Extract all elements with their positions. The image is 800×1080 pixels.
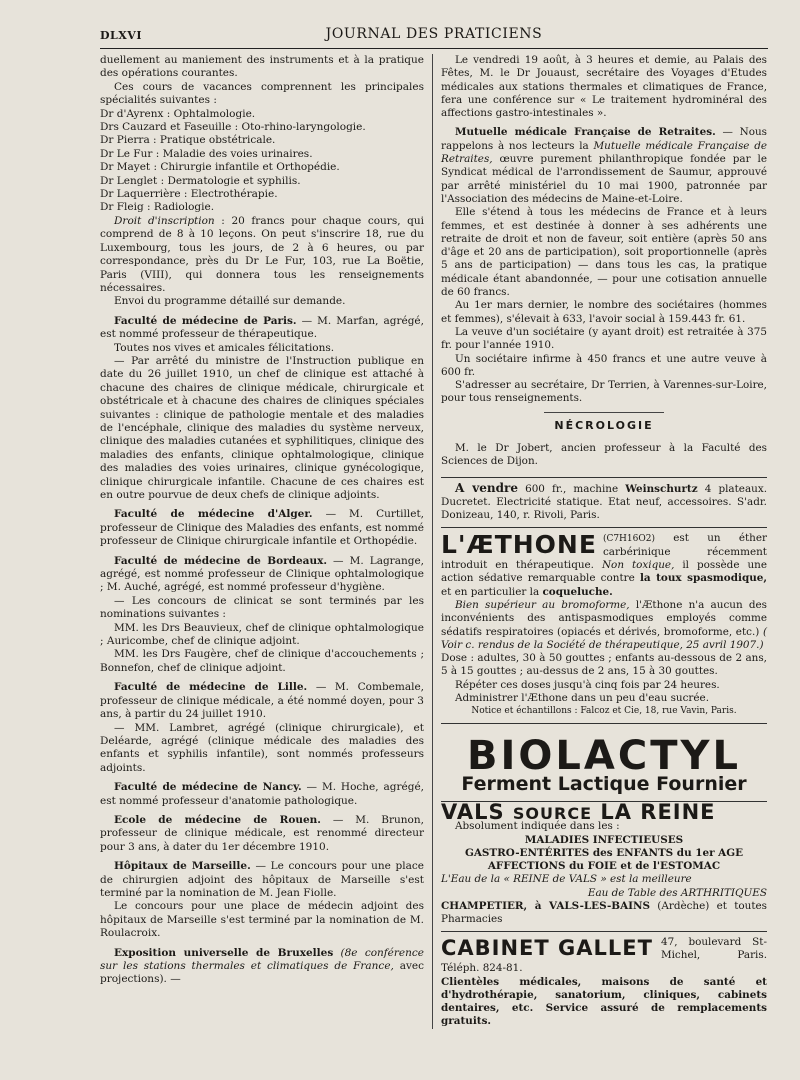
- vals-eau: L'Eau de la « REINE de VALS » est la meilleure: [441, 873, 692, 886]
- vals-champetier-2: (Ardèche) et toutes Pharmacies: [441, 900, 767, 926]
- column-divider: [432, 54, 433, 1029]
- biolactyl-ad: [441, 723, 767, 801]
- paris-text: — M. Marfan, agrégé, est nommé professeur de thérapeutique.: [100, 314, 424, 341]
- aethone-dose-3: Administrer l'Æthone dans un peu d'eau sucrée.: [455, 692, 710, 705]
- mutuelle-text-2: œuvre purement philanthropique fondée par le Syndicat médical de l'arrondissement de Saumur, approuvé par arrêté ministériel du 10 mai 1900, patronnée par l'Association des médecins de Maine-et-Loire.: [441, 153, 767, 205]
- page-header: [100, 26, 768, 49]
- vals-table: Eau de Table des ARTHRITIQUES: [587, 886, 767, 899]
- marseille-paragraph: [100, 860, 424, 900]
- biolactyl-logo: BIOLACTYL: [467, 732, 741, 779]
- course-item: Dr Fleig : Radiologie.: [100, 201, 215, 214]
- nancy-text: — M. Hoche, agrégé, est nommé professeur d'anatomie pathologique.: [100, 781, 424, 807]
- vendre-text: 600 fr., machine: [517, 482, 626, 495]
- expo-italic: (8e conférence sur les stations thermales et climatiques de France,: [100, 946, 424, 972]
- vendre-text-block: [441, 482, 767, 523]
- course-item: Dr Lenglet : Dermatologie et syphilis.: [100, 174, 301, 187]
- aethone-toux: la toux spasmodique,: [639, 572, 767, 585]
- lille-heading: Faculté de médecine de Lille.: [114, 681, 308, 694]
- marseille-heading: Hôpitaux de Marseille.: [114, 860, 251, 873]
- course-item: Dr Laquerrière : Electrothérapie.: [100, 188, 278, 201]
- paris-heading: Faculté de médecine de Paris.: [114, 314, 297, 327]
- vals-word-3: LA REINE: [600, 799, 716, 824]
- alger-paragraph: [100, 508, 424, 548]
- vendre-heading: A vendre: [455, 480, 518, 495]
- course-item: Dr d'Ayrenx : Ophtalmologie.: [100, 107, 256, 120]
- expo-paragraph: [100, 947, 424, 987]
- marseille-text: — Le concours pour une place de chirurgien adjoint des hôpitaux de Marseille s'est terminé par la nomination de M. Jean Fiolle.: [100, 860, 424, 899]
- vendre-brand: Weinschurtz: [625, 482, 698, 495]
- vendre-ad: [441, 477, 767, 527]
- aethone-ref: ( Voir c. rendus de la Société de thérapeutique, 25 avril 1907.): [441, 625, 767, 651]
- aethone-dose-2: Répéter ces doses jusqu'à cinq fois par 24 heures.: [455, 678, 720, 691]
- aethone-bien: Bien supérieur au bromoforme,: [455, 598, 630, 611]
- etend-paragraph: Elle s'étend à tous les médecins de France et à leurs femmes, et est destinée à donner à ses adhérents une retraite de droit et non de faveur, soit entière (après 50 ans d'âge et 20 ans de participation), soit proportionnelle (après 5 ans de participation) — dans tous les cas, la pratique médicale étant abandonnée, — pour une cotisation annuelle de 60 francs.: [441, 206, 767, 299]
- inscription-text: : 20 francs pour chaque cours, qui comprend de 8 à 10 leçons. On peut s'inscrire 18, rue du Luxembourg, tous les jours, de 2 à 6 heures, ou par correspondance, près du Dr Le Fur, 103, rue La Boëtie, Paris (VIII), qui donnera tous les renseignements nécessaires.: [100, 214, 424, 294]
- journal-title: JOURNAL DES PRATICIENS: [325, 26, 543, 42]
- mutuelle-text-1: — Nous rappelons à nos lecteurs la: [441, 126, 767, 152]
- aethone-line-2: il possède une action sédative remarquable contre: [441, 559, 767, 585]
- aethone-top: [441, 529, 767, 599]
- vals-word-2: SOURCE: [512, 803, 593, 823]
- vals-ad: [441, 801, 767, 931]
- courses-intro: Ces cours de vacances comprennent les principales spécialités suivantes :: [100, 80, 424, 107]
- aethone-title: L'ÆTHONE: [441, 529, 597, 559]
- vendre-text-2: 4 plateaux. Ducretet. Electricité statique. Etat neuf, accessoires. S'adr. Donizeau, 140, r. Rivoli, Paris.: [441, 482, 768, 522]
- right-column: [441, 54, 767, 1033]
- paris-paragraph: [100, 315, 424, 342]
- inscription-label: Droit d'inscription: [114, 214, 215, 227]
- nominations-paragraph-1: MM. les Drs Beauvieux, chef de clinique ophtalmologique ; Auricombe, chef de clinique adjoint.: [100, 621, 424, 648]
- felicitations-paragraph: Toutes nos vives et amicales félicitations.: [114, 341, 335, 354]
- mutuelle-italic: Mutuelle médicale Française de Retraites,: [441, 139, 767, 166]
- aethone-nontoxic: Non toxique,: [601, 559, 675, 572]
- courses-list: [100, 108, 424, 215]
- mutuelle-heading: Mutuelle médicale Française de Retraites.: [455, 126, 716, 139]
- envoi-paragraph: Envoi du programme détaillé sur demande.: [114, 295, 346, 308]
- vals-champetier-line: [441, 900, 767, 927]
- vals-champetier: CHAMPETIER, à VALS-LES-BAINS: [441, 900, 651, 913]
- gallet-top: [441, 936, 767, 976]
- aethone-formula: (C7H16O2): [602, 533, 655, 544]
- nominations-paragraph-2: MM. les Drs Faugère, chef de clinique d'accouchements ; Bonnefon, chef de clinique adjoint.: [100, 648, 424, 674]
- bordeaux-paragraph: [100, 555, 424, 595]
- bordeaux-text: — M. Lagrange, agrégé, est nommé professeur de Clinique ophtalmologique ; M. Auché, agrégé, est nommé professeur d'hygiène.: [100, 554, 424, 594]
- vendredi-paragraph: Le vendredi 19 août, à 3 heures et demie, au Palais des Fêtes, M. le Dr Jouaust, secrétaire des Voyages d'Etudes médicales aux stations thermales et climatiques de France, fera une conférence sur « Le traitement hydrominéral des affections gastro-intestinales ».: [441, 54, 767, 120]
- gallet-text: Clientèles médicales, maisons de santé et d'hydrothérapie, sanatorium, cliniques, cabinets dentaires, etc. Service assuré de remplacements gratuits.: [441, 975, 767, 1028]
- vals-indique: Absolument indiquée dans les :: [455, 820, 620, 833]
- lille-text: — M. Combemale, professeur de clinique médicale, a été nommé doyen, pour 3 ans, à partir du 24 juillet 1910.: [100, 681, 425, 721]
- aethone-coqueluche: coqueluche.: [542, 585, 613, 598]
- arrete-paragraph: — Par arrêté du ministre de l'Instruction publique en date du 26 juillet 1910, un chef de clinique est attaché à chacune des chaires de clinique médicale, chirurgicale et obstétricale et à chacune des chaires de cliniques spéciales suivantes : clinique de pathologie mentale et des maladies de l'encéphale, clinique des maladies du système nerveux, clinique des maladies cutanées et syphilitiques, clinique des maladies des enfants, clinique ophtalmologique, clinique des maladies des voies urinaires, clinique gynécologique, clinique chirurgicale infantile. Chacune de ces chaires est en outre pourvue de deux chefs de clinique adjoints.: [100, 354, 424, 501]
- left-column: [100, 54, 424, 987]
- inscription-paragraph: [100, 215, 424, 295]
- concours-paragraph: — Les concours de clinicat se sont terminés par les nominations suivantes :: [100, 594, 424, 621]
- aethone-notice: Notice et échantillons : Falcoz et Cie, 18, rue Vavin, Paris.: [471, 706, 737, 717]
- adresser-paragraph: S'adresser au secrétaire, Dr Terrien, à Varennes-sur-Loire, pour tous renseignements.: [441, 379, 767, 405]
- aethone-paragraph: [441, 599, 767, 652]
- vals-title: [441, 799, 767, 824]
- lille-paragraph-2: — MM. Lambret, agrégé (clinique chirurgicale), et Deléarde, agrégé (clinique médicale des maladies des enfants et syphilis infantile), sont nommés professeurs adjoints.: [100, 721, 424, 774]
- course-item: Drs Cauzard et Faseuille : Oto-rhino-laryngologie.: [100, 121, 366, 134]
- mars-paragraph: Au 1er mars dernier, le nombre des sociétaires (hommes et femmes), s'élevait à 633, l'avoir social à 159.443 fr. 61.: [441, 299, 767, 325]
- veuve-paragraph: La veuve d'un sociétaire (y ayant droit) est retraitée à 375 fr. pour l'année 1910.: [441, 325, 767, 352]
- rouen-text: — M. Brunon, professeur de clinique médicale, est renommé directeur pour 3 ans, à dater du 1er décembre 1910.: [100, 813, 424, 853]
- vals-line-2: GASTRO-ENTÉRITES des ENFANTS du 1er AGE: [464, 846, 744, 859]
- necrologie-heading: NÉCROLOGIE: [554, 418, 654, 432]
- course-item: Dr Le Fur : Maladie des voies urinaires.: [100, 147, 313, 160]
- alger-heading: Faculté de médecine d'Alger.: [114, 508, 313, 521]
- rouen-paragraph: [100, 814, 424, 854]
- lille-paragraph: [100, 681, 424, 721]
- nancy-paragraph: [100, 781, 424, 808]
- mutuelle-paragraph: [441, 126, 767, 206]
- vals-word-1: VALS: [441, 799, 505, 824]
- gallet-ad: [441, 931, 767, 1033]
- expo-tail: avec projections). —: [100, 960, 424, 986]
- aethone-dose-1: Dose : adultes, 30 à 50 gouttes ; enfants au-dessous de 2 ans, 5 à 15 gouttes ; au-dessus de 2 ans, 15 à 30 gouttes.: [441, 652, 767, 678]
- section-rule: [544, 412, 664, 413]
- vals-line-1: MALADIES INFECTIEUSES: [524, 833, 684, 846]
- gallet-title: CABINET GALLET: [441, 935, 653, 960]
- aethone-line-4: l'Æthone n'a aucun des inconvénients des antispasmodiques employés comme sédatifs respiratoires (opiacés et dérivés, bromoforme, etc.): [441, 598, 767, 638]
- rouen-heading: Ecole de médecine de Rouen.: [114, 813, 321, 826]
- aethone-line-3: et en particulier la: [441, 585, 543, 598]
- infirme-paragraph: Un sociétaire infirme à 450 francs et une autre veuve à 600 fr.: [441, 352, 767, 378]
- gallet-address: 47, boulevard St-Michel, Paris. Téléph. 824-81.: [441, 935, 767, 975]
- marseille-paragraph-2: Le concours pour une place de médecin adjoint des hôpitaux de Marseille s'est terminé par la nomination de M. Roulacroix.: [100, 900, 424, 940]
- alger-text: — M. Curtillet, professeur de Clinique des Maladies des enfants, est nommé professeur de Clinique chirurgicale infantile et Orthopédie.: [100, 508, 424, 548]
- nancy-heading: Faculté de médecine de Nancy.: [114, 781, 302, 794]
- course-item: Dr Pierra : Pratique obstétricale.: [100, 134, 276, 147]
- expo-heading: Exposition universelle de Bruxelles: [114, 946, 334, 959]
- aethone-line-1: est un éther carbérinique récemment introduit en thérapeutique.: [441, 531, 767, 572]
- jobert-paragraph: M. le Dr Jobert, ancien professeur à la Faculté des Sciences de Dijon.: [441, 442, 767, 468]
- bordeaux-heading: Faculté de médecine de Bordeaux.: [114, 554, 328, 567]
- vals-line-3: AFFECTIONS du FOIE et de l'ESTOMAC: [487, 860, 721, 873]
- aethone-ad: [441, 527, 767, 723]
- page-folio: DLXVI: [100, 29, 142, 42]
- course-item: Dr Mayet : Chirurgie infantile et Orthopédie.: [100, 161, 340, 174]
- biolactyl-subtitle: Ferment Lactique Fournier: [461, 772, 747, 795]
- intro-paragraph: duellement au maniement des instruments et à la pratique des opérations courantes.: [100, 54, 424, 80]
